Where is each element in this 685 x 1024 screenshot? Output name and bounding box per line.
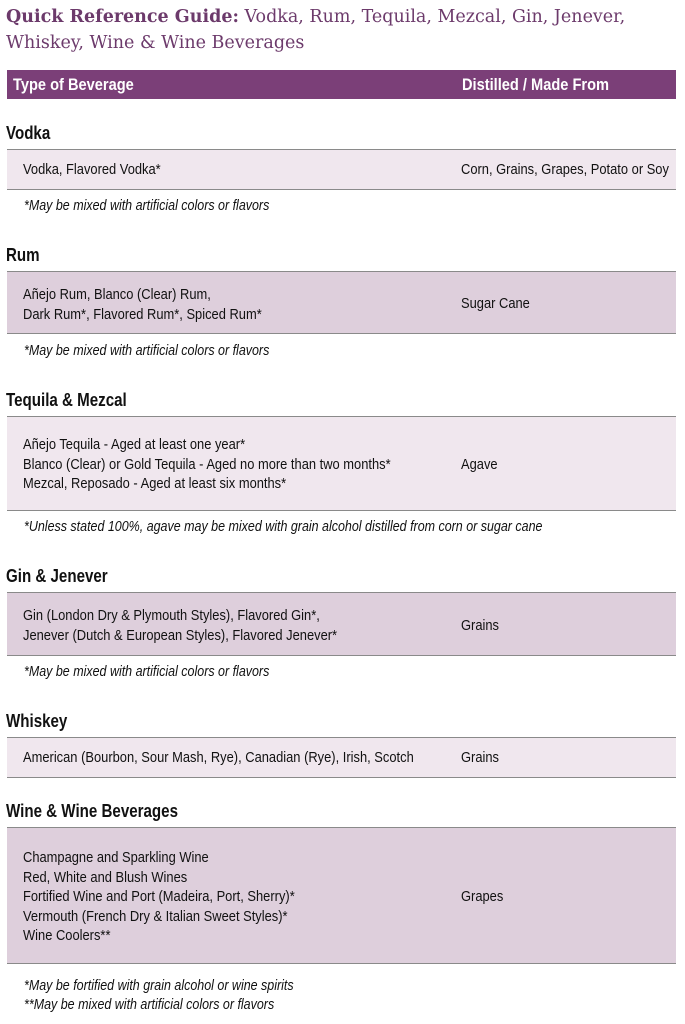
page-title-rest: Vodka, Rum, Tequila, Mezcal, Gin, Jenever, — [238, 7, 626, 27]
table-row-whiskey — [7, 737, 676, 778]
beverage-source: Grains — [461, 749, 500, 766]
footnote-line: *May be mixed with artificial colors or flavors — [24, 198, 270, 214]
beverage-line: Jenever (Dutch & European Styles), Flavored Jenever* — [23, 626, 338, 644]
table-row-tequila — [7, 416, 676, 511]
beverage-line: American (Bourbon, Sour Mash, Rye), Canadian (Rye), Irish, Scotch — [23, 749, 414, 766]
section-heading-tequila-mezcal: Tequila & Mezcal — [6, 390, 127, 410]
beverage-line: Vodka, Flavored Vodka* — [23, 161, 161, 178]
footnote-rum — [24, 342, 309, 361]
beverage-line: Gin (London Dry & Plymouth Styles), Flavored Gin*, — [23, 607, 320, 624]
footnote-gin — [24, 663, 309, 682]
page-title-bold: Quick Reference Guide: — [6, 7, 239, 27]
section-heading-wine: Wine & Wine Beverages — [6, 801, 178, 821]
beverage-line: Dark Rum*, Flavored Rum*, Spiced Rum* — [23, 305, 262, 323]
section-heading-whiskey: Whiskey — [6, 711, 68, 731]
beverage-line: Blanco (Clear) or Gold Tequila - Aged no more than two months* — [23, 455, 391, 473]
footnote-line: *May be mixed with artificial colors or flavors — [24, 343, 270, 359]
beverage-line: Red, White and Blush Wines — [23, 868, 188, 886]
section-heading-gin-jenever: Gin & Jenever — [6, 566, 108, 586]
page-title — [6, 4, 682, 56]
footnote-vodka — [24, 197, 309, 216]
header-distilled-from: Distilled / Made From — [462, 75, 610, 94]
section-heading-rum: Rum — [6, 245, 40, 265]
footnote-line: **May be mixed with artificial colors or flavors — [24, 996, 275, 1013]
beverage-line: Vermouth (French Dry & Italian Sweet Styles)* — [23, 907, 288, 925]
table-header — [7, 70, 676, 99]
beverage-line: Añejo Rum, Blanco (Clear) Rum, — [23, 286, 211, 303]
page-title-line2: Whiskey, Wine & Wine Beverages — [6, 33, 305, 53]
table-row-rum — [7, 271, 676, 334]
beverage-line: Añejo Tequila - Aged at least one year* — [23, 436, 246, 453]
beverage-line: Champagne and Sparkling Wine — [23, 849, 209, 866]
beverage-source: Grapes — [461, 888, 504, 905]
footnote-line: *Unless stated 100%, agave may be mixed with grain alcohol distilled from corn or sugar cane — [24, 519, 543, 535]
footnote-tequila — [24, 518, 627, 537]
beverage-line: Fortified Wine and Port (Madeira, Port, Sherry)* — [23, 888, 295, 905]
table-row-gin — [7, 592, 676, 656]
beverage-source: Grains — [461, 617, 500, 634]
footnote-wine — [24, 977, 338, 1014]
section-heading-vodka: Vodka — [6, 123, 51, 143]
table-row-vodka — [7, 149, 676, 190]
beverage-source: Sugar Cane — [461, 295, 530, 312]
footnote-line: *May be fortified with grain alcohol or wine spirits — [24, 978, 294, 994]
beverage-source: Agave — [461, 456, 498, 473]
beverage-line: Mezcal, Reposado - Aged at least six months* — [23, 475, 287, 492]
beverage-source: Corn, Grains, Grapes, Potato or Soy — [461, 161, 669, 178]
footnote-line: *May be mixed with artificial colors or flavors — [24, 664, 270, 680]
beverage-line: Wine Coolers** — [23, 927, 111, 944]
table-row-wine — [7, 827, 676, 964]
header-type-of-beverage: Type of Beverage — [13, 75, 134, 94]
